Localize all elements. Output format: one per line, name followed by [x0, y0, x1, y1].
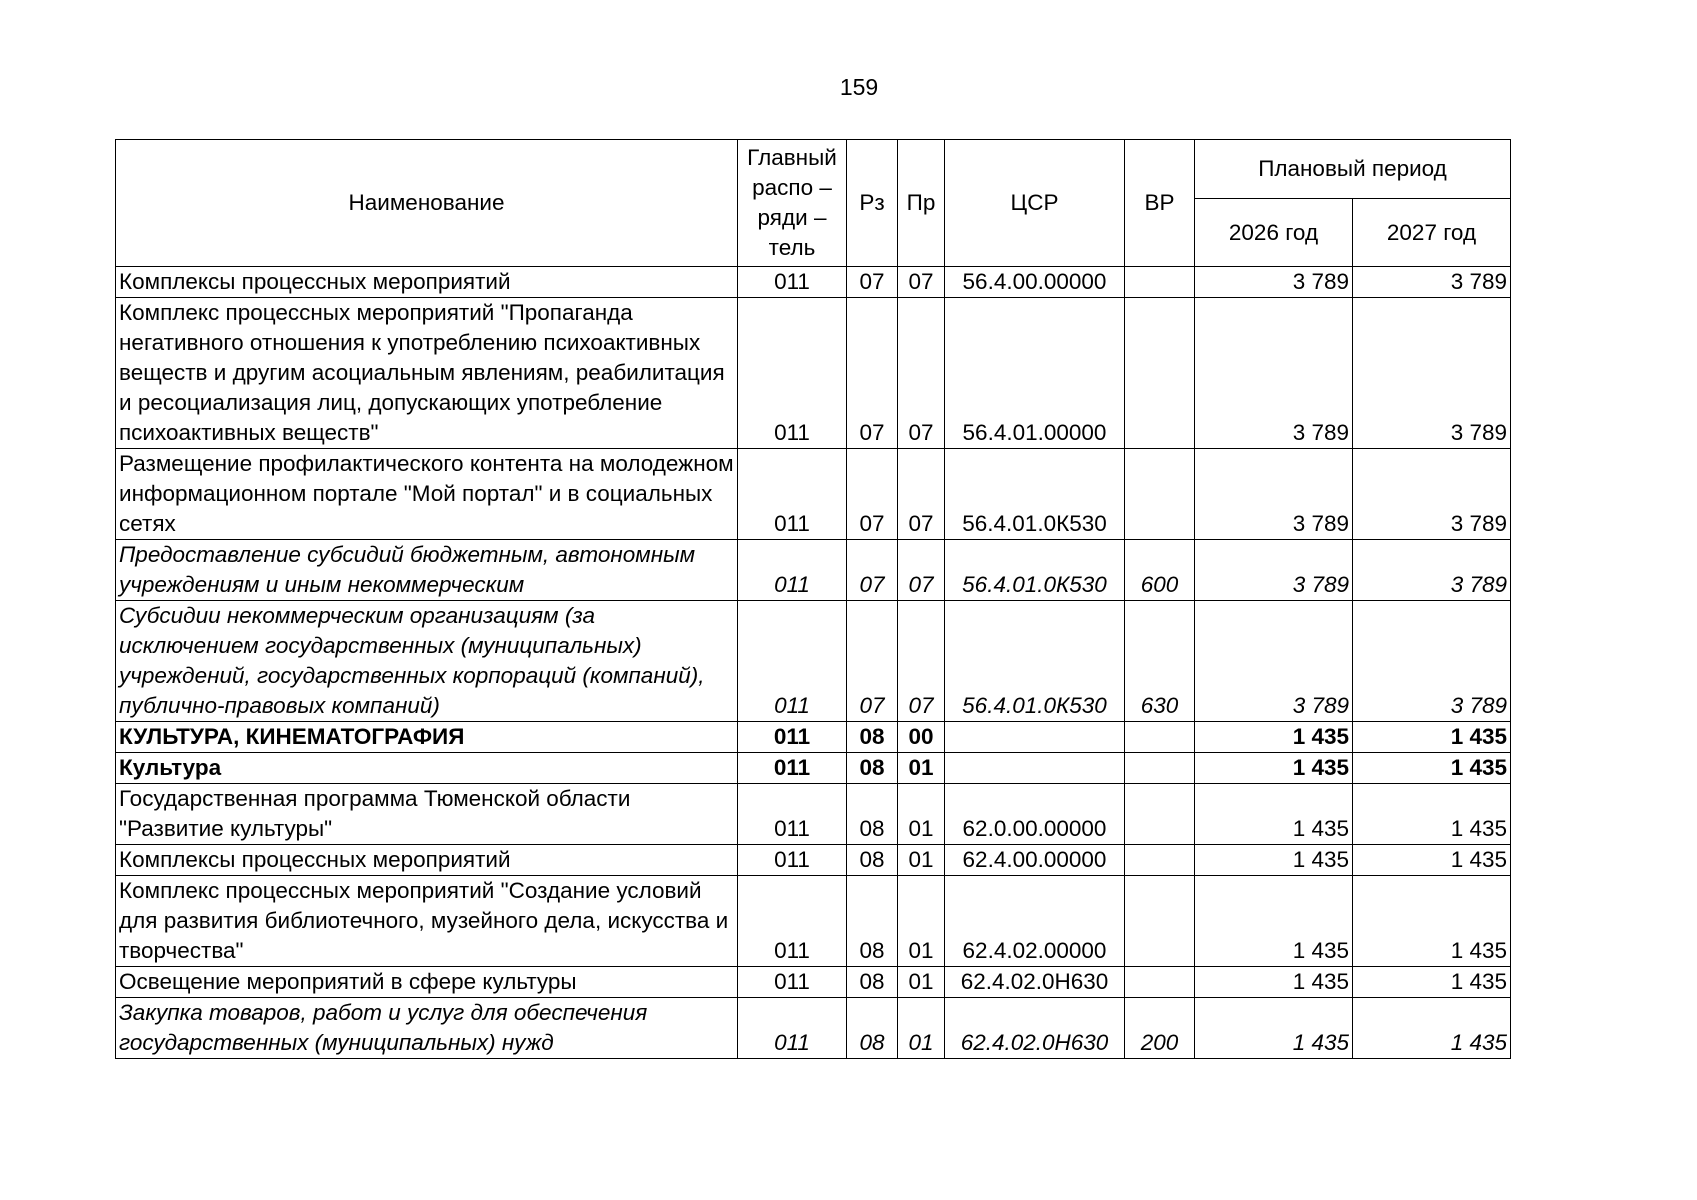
- cell-csr: 56.4.00.00000: [945, 267, 1125, 298]
- header-planning-period: Плановый период: [1195, 140, 1511, 199]
- table-row: [116, 998, 1511, 1059]
- cell-2026: 1 435: [1195, 876, 1353, 967]
- cell-2027: 3 789: [1353, 298, 1511, 449]
- cell-pr: 01: [898, 967, 945, 998]
- cell-name: Освещение мероприятий в сфере культуры: [116, 967, 738, 998]
- table-row: [116, 967, 1511, 998]
- cell-pr: 07: [898, 449, 945, 540]
- cell-vr: [1125, 876, 1195, 967]
- cell-vr: [1125, 784, 1195, 845]
- cell-2027: 1 435: [1353, 967, 1511, 998]
- table-row: [116, 784, 1511, 845]
- budget-table: [115, 139, 1511, 1059]
- cell-admin: 011: [738, 967, 847, 998]
- cell-csr: 62.4.02.0Н630: [945, 998, 1125, 1059]
- cell-csr: [945, 722, 1125, 753]
- cell-rz: 08: [847, 753, 898, 784]
- cell-2027: 1 435: [1353, 784, 1511, 845]
- cell-name: Закупка товаров, работ и услуг для обеспечения государственных (муниципальных) нужд: [116, 998, 738, 1059]
- cell-csr: 62.4.02.0Н630: [945, 967, 1125, 998]
- header-name: Наименование: [116, 140, 738, 267]
- cell-pr: 07: [898, 601, 945, 722]
- cell-2026: 1 435: [1195, 784, 1353, 845]
- table-row: [116, 298, 1511, 449]
- cell-vr: [1125, 845, 1195, 876]
- cell-2027: 1 435: [1353, 753, 1511, 784]
- cell-vr: 200: [1125, 998, 1195, 1059]
- cell-vr: [1125, 967, 1195, 998]
- cell-name: Комплексы процессных мероприятий: [116, 845, 738, 876]
- cell-rz: 08: [847, 845, 898, 876]
- cell-rz: 08: [847, 876, 898, 967]
- cell-vr: 600: [1125, 540, 1195, 601]
- cell-name: Комплекс процессных мероприятий "Создание условий для развития библиотечного, музейного дела, искусства и творчества": [116, 876, 738, 967]
- cell-2027: 1 435: [1353, 876, 1511, 967]
- cell-2027: 3 789: [1353, 540, 1511, 601]
- cell-admin: 011: [738, 267, 847, 298]
- cell-vr: [1125, 753, 1195, 784]
- cell-vr: [1125, 298, 1195, 449]
- cell-csr: 56.4.01.00000: [945, 298, 1125, 449]
- header-admin: Главный распо – ряди – тель: [738, 140, 847, 267]
- cell-pr: 07: [898, 298, 945, 449]
- cell-admin: 011: [738, 784, 847, 845]
- cell-2026: 1 435: [1195, 722, 1353, 753]
- cell-name: КУЛЬТУРА, КИНЕМАТОГРАФИЯ: [116, 722, 738, 753]
- cell-csr: 62.4.00.00000: [945, 845, 1125, 876]
- cell-pr: 00: [898, 722, 945, 753]
- cell-csr: 62.4.02.00000: [945, 876, 1125, 967]
- cell-2027: 3 789: [1353, 601, 1511, 722]
- cell-vr: [1125, 449, 1195, 540]
- cell-admin: 011: [738, 298, 847, 449]
- cell-name: Комплексы процессных мероприятий: [116, 267, 738, 298]
- table-row: [116, 601, 1511, 722]
- cell-rz: 07: [847, 540, 898, 601]
- table-row: [116, 876, 1511, 967]
- cell-vr: [1125, 267, 1195, 298]
- table-body: [116, 267, 1511, 1059]
- cell-csr: 56.4.01.0К530: [945, 601, 1125, 722]
- cell-pr: 01: [898, 876, 945, 967]
- header-year-2026: 2026 год: [1195, 199, 1353, 267]
- cell-2026: 1 435: [1195, 845, 1353, 876]
- cell-admin: 011: [738, 845, 847, 876]
- cell-admin: 011: [738, 540, 847, 601]
- cell-pr: 01: [898, 845, 945, 876]
- cell-rz: 08: [847, 722, 898, 753]
- cell-rz: 07: [847, 449, 898, 540]
- cell-admin: 011: [738, 722, 847, 753]
- cell-pr: 07: [898, 540, 945, 601]
- table-header: [116, 140, 1511, 267]
- header-csr: ЦСР: [945, 140, 1125, 267]
- cell-2027: 1 435: [1353, 998, 1511, 1059]
- cell-2026: 3 789: [1195, 601, 1353, 722]
- cell-2026: 3 789: [1195, 267, 1353, 298]
- cell-2026: 3 789: [1195, 449, 1353, 540]
- cell-name: Культура: [116, 753, 738, 784]
- cell-rz: 07: [847, 298, 898, 449]
- table-row: [116, 722, 1511, 753]
- cell-name: Государственная программа Тюменской области "Развитие культуры": [116, 784, 738, 845]
- header-vr: ВР: [1125, 140, 1195, 267]
- cell-name: Комплекс процессных мероприятий "Пропаганда негативного отношения к употреблению психоактивных веществ и другим асоциальным явлениям, реабилитация и ресоциализация лиц, допускающих употребление психоактивных веществ": [116, 298, 738, 449]
- cell-admin: 011: [738, 601, 847, 722]
- table-row: [116, 845, 1511, 876]
- cell-pr: 07: [898, 267, 945, 298]
- cell-pr: 01: [898, 998, 945, 1059]
- header-pr: Пр: [898, 140, 945, 267]
- cell-admin: 011: [738, 998, 847, 1059]
- cell-rz: 07: [847, 267, 898, 298]
- cell-2027: 1 435: [1353, 722, 1511, 753]
- cell-name: Субсидии некоммерческим организациям (за исключением государственных (муниципальных) учреждений, государственных корпораций (компаний), публично-правовых компаний): [116, 601, 738, 722]
- cell-rz: 07: [847, 601, 898, 722]
- cell-rz: 08: [847, 998, 898, 1059]
- cell-csr: 56.4.01.0К530: [945, 540, 1125, 601]
- cell-2026: 3 789: [1195, 298, 1353, 449]
- cell-admin: 011: [738, 753, 847, 784]
- table-row: [116, 753, 1511, 784]
- cell-2026: 1 435: [1195, 967, 1353, 998]
- cell-2026: 1 435: [1195, 998, 1353, 1059]
- table-row: [116, 449, 1511, 540]
- cell-2027: 3 789: [1353, 449, 1511, 540]
- cell-2026: 3 789: [1195, 540, 1353, 601]
- cell-admin: 011: [738, 449, 847, 540]
- header-year-2027: 2027 год: [1353, 199, 1511, 267]
- cell-2027: 3 789: [1353, 267, 1511, 298]
- table-row: [116, 267, 1511, 298]
- cell-csr: 56.4.01.0К530: [945, 449, 1125, 540]
- cell-admin: 011: [738, 876, 847, 967]
- page-number: 159: [839, 74, 879, 100]
- table-row: [116, 540, 1511, 601]
- cell-csr: [945, 753, 1125, 784]
- cell-rz: 08: [847, 967, 898, 998]
- cell-2026: 1 435: [1195, 753, 1353, 784]
- cell-name: Размещение профилактического контента на молодежном информационном портале "Мой портал" и в социальных сетях: [116, 449, 738, 540]
- cell-2027: 1 435: [1353, 845, 1511, 876]
- header-rz: Рз: [847, 140, 898, 267]
- cell-rz: 08: [847, 784, 898, 845]
- cell-name: Предоставление субсидий бюджетным, автономным учреждениям и иным некоммерческим: [116, 540, 738, 601]
- cell-pr: 01: [898, 753, 945, 784]
- cell-vr: 630: [1125, 601, 1195, 722]
- cell-pr: 01: [898, 784, 945, 845]
- cell-csr: 62.0.00.00000: [945, 784, 1125, 845]
- cell-vr: [1125, 722, 1195, 753]
